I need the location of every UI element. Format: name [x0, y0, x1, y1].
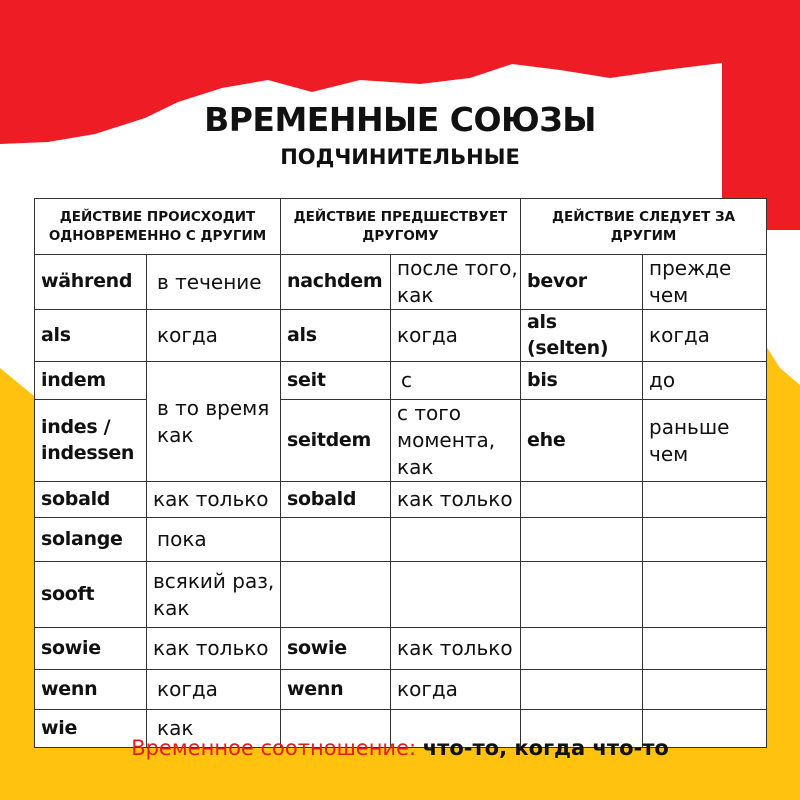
conjunction-word: indem	[35, 362, 147, 400]
conjunction-word: als (selten)	[521, 310, 643, 362]
conjunction-word: sooft	[35, 562, 147, 628]
conjunction-word: seitdem	[281, 400, 391, 482]
table-row	[35, 518, 767, 562]
conjunction-meaning: с того момента, как	[391, 400, 521, 482]
table-header-row	[35, 199, 767, 255]
conjunction-meaning: после того, как	[391, 255, 521, 310]
conjunction-meaning: в то время как	[147, 362, 281, 482]
empty-cell	[521, 628, 643, 670]
empty-cell	[281, 518, 391, 562]
conjunction-meaning: когда	[643, 310, 767, 362]
empty-cell	[521, 562, 643, 628]
conjunction-word: nachdem	[281, 255, 391, 310]
empty-cell	[643, 562, 767, 628]
conjunction-word: sowie	[35, 628, 147, 670]
header-simultaneous: ДЕЙСТВИЕ ПРОИСХОДИТ ОДНОВРЕМЕННО С ДРУГИМ	[35, 199, 281, 255]
header-precedes: ДЕЙСТВИЕ ПРЕДШЕСТВУЕТ ДРУГОМУ	[281, 199, 521, 255]
table-row	[35, 362, 767, 400]
empty-cell	[391, 518, 521, 562]
conjunction-word: wie	[35, 710, 147, 748]
table-row	[35, 482, 767, 518]
conjunction-word: ehe	[521, 400, 643, 482]
footer-rest: что-то, когда что-то	[422, 736, 669, 760]
footer-note	[0, 736, 800, 760]
conjunction-meaning: прежде чем	[643, 255, 767, 310]
conjunction-word: solange	[35, 518, 147, 562]
conjunction-meaning: как только	[391, 628, 521, 670]
empty-cell	[521, 518, 643, 562]
conjunction-word: sowie	[281, 628, 391, 670]
conjunction-meaning: пока	[147, 518, 281, 562]
conjunction-word: sobald	[35, 482, 147, 518]
conjunctions-table	[34, 198, 767, 748]
empty-cell	[643, 518, 767, 562]
conjunction-meaning: с	[391, 362, 521, 400]
empty-cell	[643, 482, 767, 518]
conjunction-meaning: когда	[391, 310, 521, 362]
conjunction-meaning: до	[643, 362, 767, 400]
empty-cell	[521, 482, 643, 518]
conjunction-word: als	[35, 310, 147, 362]
conjunction-meaning: когда	[391, 670, 521, 710]
empty-cell	[643, 670, 767, 710]
conjunction-meaning: как только	[147, 628, 281, 670]
table-row	[35, 255, 767, 310]
table-row	[35, 670, 767, 710]
conjunction-word: sobald	[281, 482, 391, 518]
empty-cell	[643, 628, 767, 670]
conjunction-word: wenn	[35, 670, 147, 710]
page-title: ВРЕМЕННЫЕ СОЮЗЫ	[204, 100, 596, 139]
conjunction-word: während	[35, 255, 147, 310]
empty-cell	[281, 562, 391, 628]
conjunction-meaning: как	[147, 710, 281, 748]
conjunction-word: als	[281, 310, 391, 362]
empty-cell	[391, 562, 521, 628]
conjunction-word: bevor	[521, 255, 643, 310]
footer-lead: Временное соотношение:	[131, 736, 417, 760]
table-row	[35, 562, 767, 628]
conjunction-meaning: в течение	[147, 255, 281, 310]
conjunction-word: indes / indessen	[35, 400, 147, 482]
table-row	[35, 400, 767, 482]
conjunction-meaning: как только	[391, 482, 521, 518]
conjunction-word: wenn	[281, 670, 391, 710]
table-row	[35, 310, 767, 362]
table-row	[35, 628, 767, 670]
conjunction-meaning: всякий раз, как	[147, 562, 281, 628]
conjunction-word: seit	[281, 362, 391, 400]
conjunction-meaning: когда	[147, 310, 281, 362]
conjunction-word: bis	[521, 362, 643, 400]
empty-cell	[521, 670, 643, 710]
conjunction-meaning: раньше чем	[643, 400, 767, 482]
conjunction-meaning: как только	[147, 482, 281, 518]
conjunction-meaning: когда	[147, 670, 281, 710]
header-follows: ДЕЙСТВИЕ СЛЕДУЕТ ЗА ДРУГИМ	[521, 199, 767, 255]
page-subtitle: ПОДЧИНИТЕЛЬНЫЕ	[280, 145, 520, 169]
